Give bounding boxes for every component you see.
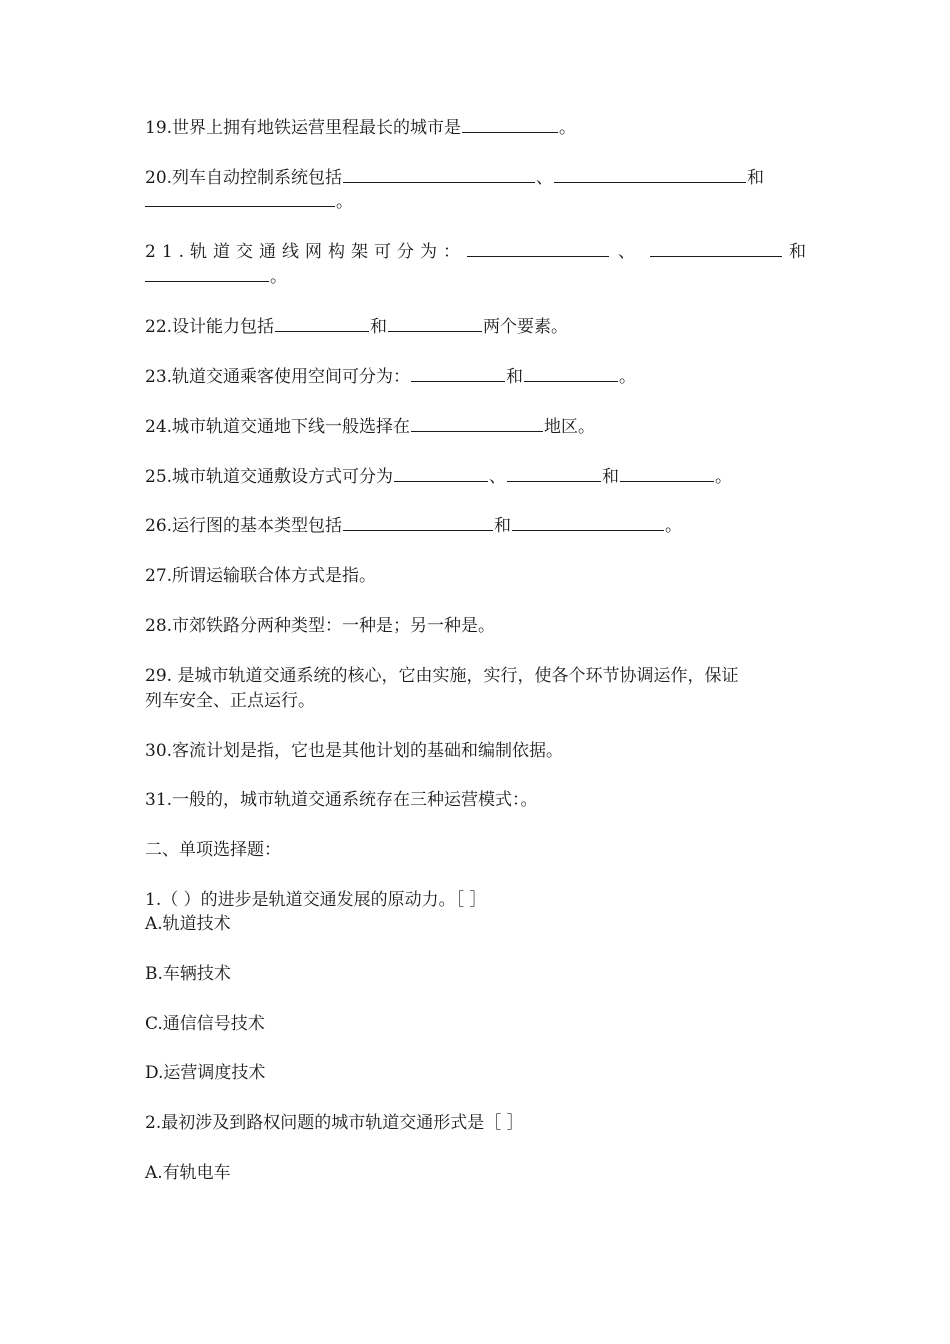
answer-blank <box>343 514 493 531</box>
answer-blank <box>554 166 746 183</box>
answer-blank <box>145 265 269 282</box>
answer-blank <box>467 240 609 257</box>
mc-question-1: 1.（ ）的进步是轨道交通发展的原动力。［ ］ <box>145 890 487 910</box>
question-28: 28.市郊铁路分两种类型：一种是；另一种是。 <box>145 616 496 636</box>
mc1-option-c: C.通信信号技术 <box>145 1014 265 1034</box>
mc1-option-a: A.轨道技术 <box>145 914 231 934</box>
question-29-continued: 列车安全、正点运行。 <box>145 691 315 711</box>
answer-blank <box>394 465 488 482</box>
answer-blank <box>411 415 543 432</box>
answer-blank <box>462 116 558 133</box>
question-21: 21.轨道交通线网构架可分为： 、 和 <box>145 242 807 262</box>
mc1-option-b: B.车辆技术 <box>145 964 231 984</box>
answer-blank <box>512 514 664 531</box>
answer-blank <box>388 315 482 332</box>
mc1-option-d: D.运营调度技术 <box>145 1063 266 1083</box>
question-25: 25.城市轨道交通敷设方式可分为 、 和 。 <box>145 467 733 487</box>
answer-blank <box>620 465 714 482</box>
mc-question-2: 2.最初涉及到路权问题的城市轨道交通形式是［ ］ <box>145 1113 524 1133</box>
question-31: 31.一般的，城市轨道交通系统存在三种运营模式：。 <box>145 790 538 810</box>
question-30: 30.客流计划是指，它也是其他计划的基础和编制依据。 <box>145 741 564 761</box>
answer-blank <box>343 166 535 183</box>
answer-blank <box>507 465 601 482</box>
question-29: 29. 是城市轨道交通系统的核心，它由实施，实行，使各个环节协调运作，保证 <box>145 666 739 686</box>
question-20-continued: 。 <box>145 190 810 214</box>
question-22: 22.设计能力包括 和 两个要素。 <box>145 317 569 337</box>
question-24: 24.城市轨道交通地下线一般选择在 地区。 <box>145 417 596 437</box>
mc2-option-a: A.有轨电车 <box>145 1163 231 1183</box>
question-23: 23.轨道交通乘客使用空间可分为： 和 。 <box>145 367 637 387</box>
question-20: 20.列车自动控制系统包括 、 和 <box>145 168 765 188</box>
question-27: 27.所谓运输联合体方式是指。 <box>145 566 377 586</box>
question-26: 26.运行图的基本类型包括 和 。 <box>145 516 683 536</box>
answer-blank <box>650 240 782 257</box>
section-heading: 二、单项选择题： <box>145 840 281 860</box>
answer-blank <box>275 315 369 332</box>
answer-blank <box>145 190 335 207</box>
question-21-continued: 。 <box>145 265 810 289</box>
answer-blank <box>411 365 505 382</box>
question-19: 19.世界上拥有地铁运营里程最长的城市是 。 <box>145 118 577 138</box>
answer-blank <box>524 365 618 382</box>
